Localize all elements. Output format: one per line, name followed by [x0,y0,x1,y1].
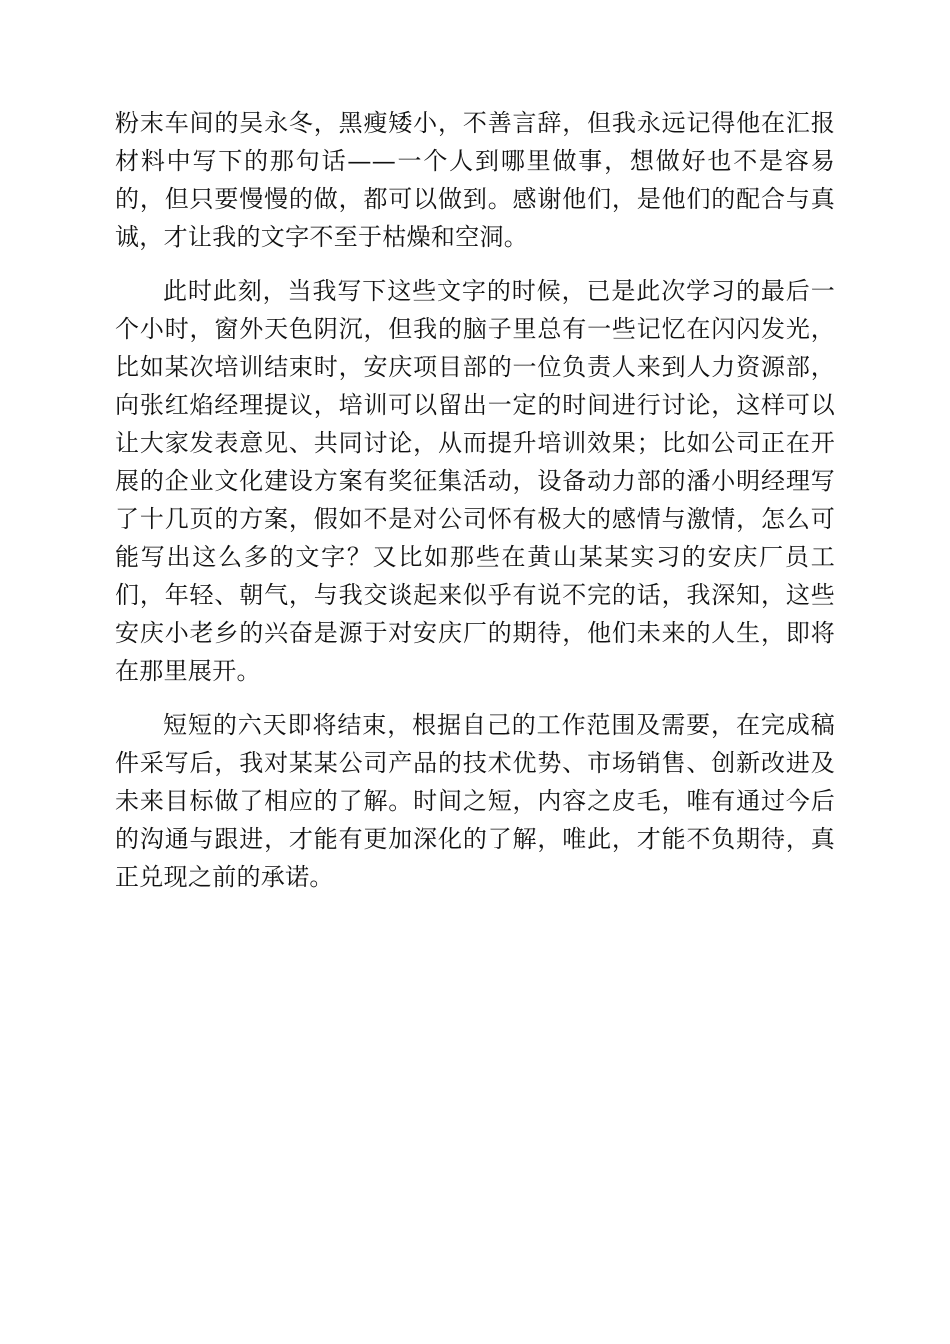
paragraph-3: 短短的六天即将结束，根据自己的工作范围及需要，在完成稿件采写后，我对某某公司产品的技术优势、市场销售、创新改进及未来目标做了相应的了解。时间之短，内容之皮毛，唯有通过今后的沟通与跟进，才能有更加深化的了解，唯此，才能不负期待，真正兑现之前的承诺。 [115,711,835,891]
document-body [115,104,835,912]
paragraph-2: 此时此刻，当我写下这些文字的时候，已是此次学习的最后一个小时，窗外天色阴沉，但我的脑子里总有一些记忆在闪闪发光，比如某次培训结束时，安庆项目部的一位负责人来到人力资源部，向张红焰经理提议，培训可以留出一定的时间进行讨论，这样可以让大家发表意见、共同讨论，从而提升培训效果；比如公司正在开展的企业文化建设方案有奖征集活动，设备动力部的潘小明经理写了十几页的方案，假如不是对公司怀有极大的感情与激情，怎么可能写出这么多的文字？又比如那些在黄山某某实习的安庆厂员工们，年轻、朝气，与我交谈起来似乎有说不完的话，我深知，这些安庆小老乡的兴奋是源于对安庆厂的期待，他们未来的人生，即将在那里展开。 [115,277,835,685]
paragraph-1: 粉末车间的吴永冬，黑瘦矮小，不善言辞，但我永远记得他在汇报材料中写下的那句话——一个人到哪里做事，想做好也不是容易的，但只要慢慢的做，都可以做到。感谢他们，是他们的配合与真诚，才让我的文字不至于枯燥和空洞。 [115,109,835,251]
